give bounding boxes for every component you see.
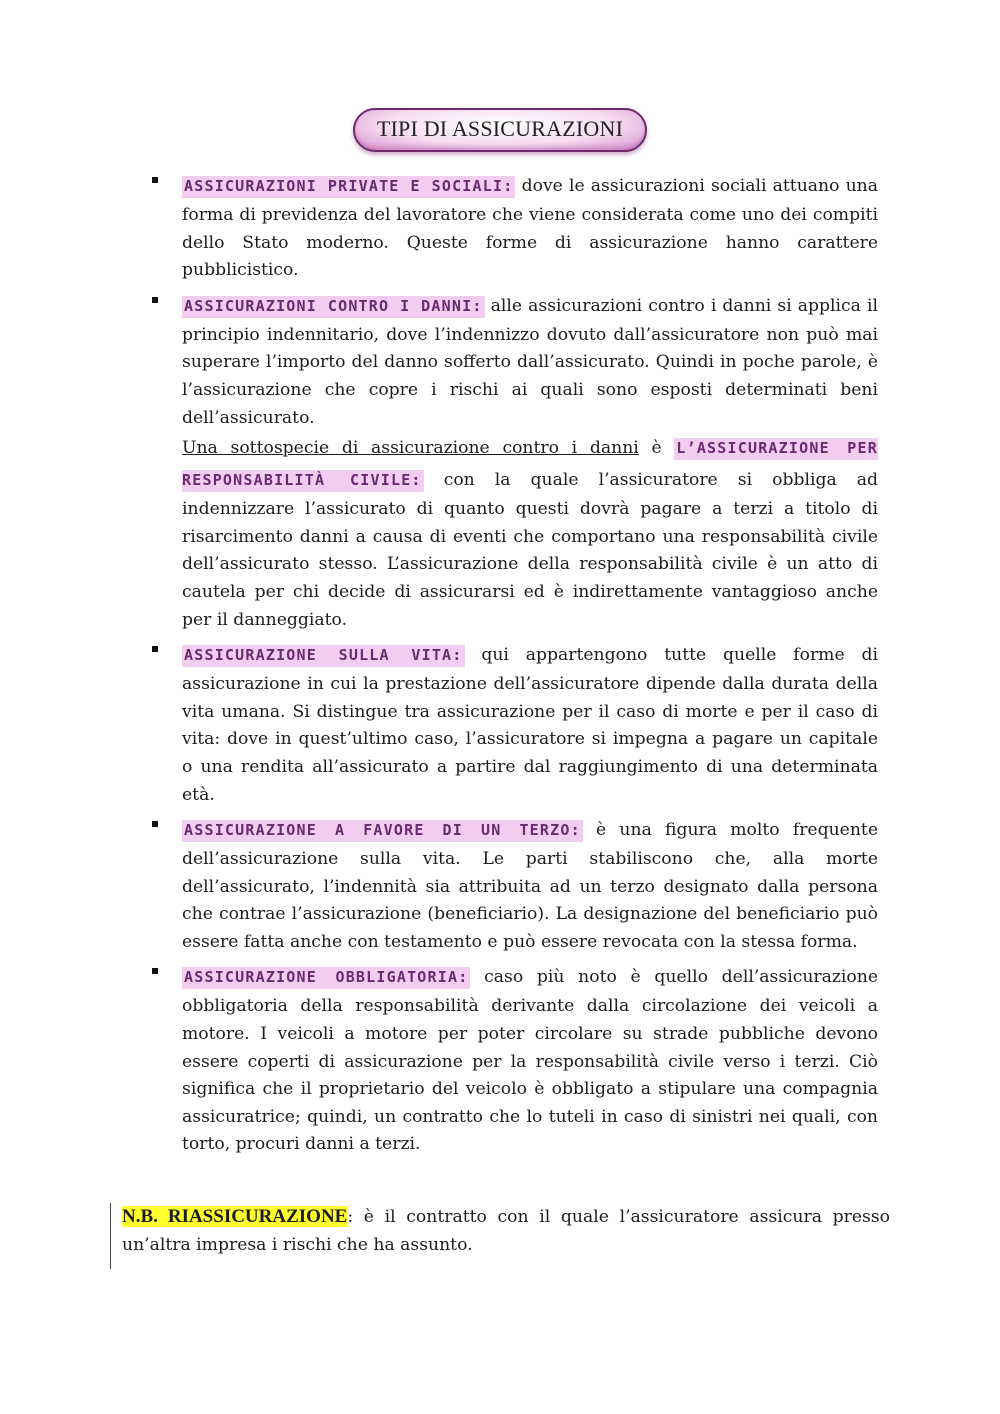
note-block [110,1203,890,1269]
insurance-types-list [182,170,878,1164]
item-text: caso più noto è quello dell’assicurazione obbligatoria della responsabilità derivante dalla circolazione dei veicoli a motore. I veicoli a motore per poter circolare su strade pubbliche devono essere coperti di assicurazione per la responsabilità civile verso i terzi. Ciò significa che il proprietario del veicolo è obbligato a stipulare una compagnia assicuratrice; quindi, un contratto che lo tuteli in caso di sinistri nei quali, con torto, procuri danni a terzi. [182,967,878,1155]
list-item-mandatory [182,961,878,1159]
item-text: qui appartengono tutte quelle forme di assicurazione in cui la prestazione dell’assicuratore dipende dalla durata della vita umana. Si distingue tra assicurazione per il caso di morte e per il caso di vita: dove in quest’ultimo caso, l’assicuratore si impegna a pagare un capitale o una rendita all’assicurato a partire dal raggiungimento di una determinata età. [182,645,878,805]
connector-text: è [638,438,675,459]
item-paragraph [182,290,878,432]
title-container [0,108,1000,152]
square-bullet-icon [152,646,158,652]
list-item-damages [182,290,878,634]
item-heading: ASSICURAZIONE SULLA VITA: [182,645,465,667]
item-paragraph [182,639,878,809]
item-paragraph [182,170,878,285]
note-text: : è il contratto con il quale l’assicuratore assicura presso un’altra impresa i rischi che ha assunto. [122,1207,890,1255]
item-text: dove le assicurazioni sociali attuano una forma di previdenza del lavoratore che viene considerata come uno dei compiti dello Stato moderno. Queste forme di assicurazione hanno carattere pubblicistico. [182,176,878,281]
note-label: N.B. RIASSICURAZIONE [122,1206,348,1227]
square-bullet-icon [152,297,158,303]
sub-heading: L’ASSICURAZIONE PER RESPONSABILITÀ CIVILE: [182,438,878,492]
sub-text: con la quale l’assicuratore si obbliga ad indennizzare l’assicurato di quanto questi dovrà pagare a terzi a titolo di risarcimento danni a causa di eventi che comportano una responsabilità civile dell’assicurato stesso. L’assicurazione della responsabilità civile è un atto di cautela per chi decide di assicurarsi ed è indirettamente vantaggioso anche per il danneggiato. [182,470,879,630]
item-heading: ASSICURAZIONI CONTRO I DANNI: [182,296,485,318]
item-text: alle assicurazioni contro i danni si applica il principio indennitario, dove l’indennizzo dovuto dall’assicuratore non può mai superare l’importo del danno sofferto dall’assicurato. Quindi in poche parole, è l’assicurazione che copre i rischi ai quali sono esposti determinati beni dell’assicurato. [182,295,878,428]
square-bullet-icon [152,821,158,827]
list-item-life [182,639,878,809]
item-heading: ASSICURAZIONE OBBLIGATORIA: [182,967,470,989]
item-paragraph [182,814,878,956]
item-paragraph [182,961,878,1159]
square-bullet-icon [152,177,158,183]
note-paragraph [122,1203,890,1259]
list-item-third-party [182,814,878,956]
item-heading: ASSICURAZIONE A FAVORE DI UN TERZO: [182,820,583,842]
item-text: è una figura molto frequente dell’assicurazione sulla vita. Le parti stabiliscono che, alla morte dell’assicurato, l’indennità sia attribuita ad un terzo designato dalla persona che contrae l’assicurazione (beneficiario). La designazione del beneficiario può essere fatta anche con testamento e può essere revocata con la stessa forma. [182,820,878,952]
list-item-private-social [182,170,878,285]
item-heading: ASSICURAZIONI PRIVATE E SOCIALI: [182,176,515,198]
underlined-text: Una sottospecie di assicurazione contro i danni [182,438,639,459]
sub-paragraph-civil-liability [182,432,878,634]
page-title: TIPI DI ASSICURAZIONI [353,108,647,152]
square-bullet-icon [152,968,158,974]
